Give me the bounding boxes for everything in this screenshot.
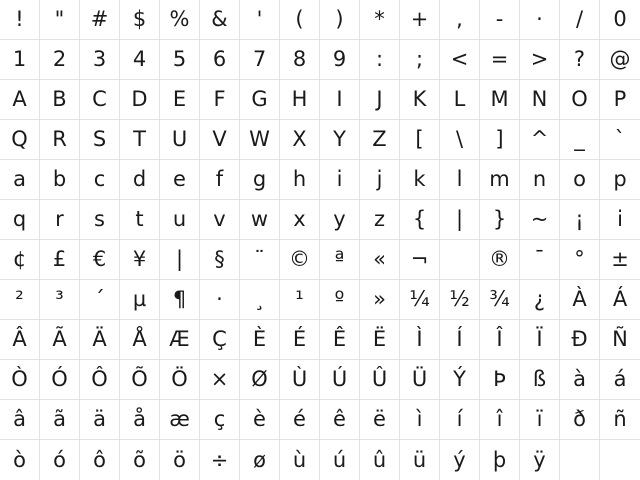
glyph-cell[interactable]: ã	[40, 400, 80, 440]
glyph-cell[interactable]: ·	[200, 280, 240, 320]
glyph-cell[interactable]: i	[320, 160, 360, 200]
glyph-cell[interactable]: ×	[200, 360, 240, 400]
glyph-cell[interactable]: -	[480, 0, 520, 40]
glyph-cell[interactable]: ¹	[280, 280, 320, 320]
glyph-cell[interactable]: 7	[240, 40, 280, 80]
glyph-cell[interactable]: æ	[160, 400, 200, 440]
glyph-cell[interactable]: ]	[480, 120, 520, 160]
glyph-cell[interactable]: m	[480, 160, 520, 200]
glyph-cell[interactable]: '	[240, 0, 280, 40]
glyph-cell[interactable]: T	[120, 120, 160, 160]
glyph-cell[interactable]: ü	[400, 440, 440, 480]
glyph-cell[interactable]: á	[600, 360, 640, 400]
glyph-cell[interactable]: ÿ	[520, 440, 560, 480]
glyph-cell[interactable]: %	[160, 0, 200, 40]
glyph-cell[interactable]: n	[520, 160, 560, 200]
glyph-cell[interactable]: î	[480, 400, 520, 440]
glyph-cell[interactable]: €	[80, 240, 120, 280]
glyph-cell[interactable]: G	[240, 80, 280, 120]
glyph-cell[interactable]: s	[80, 200, 120, 240]
glyph-cell[interactable]: Ñ	[600, 320, 640, 360]
glyph-cell[interactable]: «	[360, 240, 400, 280]
glyph-cell[interactable]: Ú	[320, 360, 360, 400]
glyph-cell[interactable]: K	[400, 80, 440, 120]
glyph-cell[interactable]: x	[280, 200, 320, 240]
glyph-cell[interactable]: o	[560, 160, 600, 200]
glyph-cell[interactable]: ¾	[480, 280, 520, 320]
glyph-cell[interactable]: D	[120, 80, 160, 120]
glyph-cell[interactable]: *	[360, 0, 400, 40]
glyph-cell[interactable]: ¬	[400, 240, 440, 280]
glyph-cell[interactable]: Ö	[160, 360, 200, 400]
glyph-cell[interactable]: l	[440, 160, 480, 200]
glyph-cell[interactable]: V	[200, 120, 240, 160]
glyph-cell[interactable]: Ë	[360, 320, 400, 360]
glyph-cell[interactable]: A	[0, 80, 40, 120]
glyph-cell[interactable]: ª	[320, 240, 360, 280]
glyph-cell[interactable]: Æ	[160, 320, 200, 360]
glyph-cell[interactable]: $	[120, 0, 160, 40]
glyph-cell[interactable]: {	[400, 200, 440, 240]
glyph-cell[interactable]: 2	[40, 40, 80, 80]
glyph-cell[interactable]: Ý	[440, 360, 480, 400]
glyph-cell[interactable]: b	[40, 160, 80, 200]
glyph-cell[interactable]: M	[480, 80, 520, 120]
glyph-cell[interactable]: #	[80, 0, 120, 40]
glyph-cell[interactable]: g	[240, 160, 280, 200]
glyph-cell[interactable]: ì	[400, 400, 440, 440]
glyph-cell[interactable]: a	[0, 160, 40, 200]
glyph-cell[interactable]: µ	[120, 280, 160, 320]
glyph-cell[interactable]: ;	[400, 40, 440, 80]
glyph-cell[interactable]: õ	[120, 440, 160, 480]
glyph-cell[interactable]: v	[200, 200, 240, 240]
glyph-cell[interactable]: "	[40, 0, 80, 40]
glyph-cell[interactable]: Û	[360, 360, 400, 400]
glyph-cell[interactable]: þ	[480, 440, 520, 480]
glyph-cell[interactable]: ~	[520, 200, 560, 240]
glyph-cell[interactable]: ³	[40, 280, 80, 320]
glyph-cell[interactable]: ñ	[600, 400, 640, 440]
glyph-cell[interactable]: r	[40, 200, 80, 240]
glyph-cell[interactable]: 5	[160, 40, 200, 80]
glyph-cell[interactable]: ¥	[120, 240, 160, 280]
glyph-cell[interactable]: ±	[600, 240, 640, 280]
glyph-cell[interactable]: E	[160, 80, 200, 120]
glyph-cell[interactable]: q	[0, 200, 40, 240]
glyph-cell[interactable]: ^	[520, 120, 560, 160]
glyph-cell[interactable]: I	[320, 80, 360, 120]
glyph-cell[interactable]: <	[440, 40, 480, 80]
glyph-cell[interactable]: ò	[0, 440, 40, 480]
glyph-cell[interactable]: j	[360, 160, 400, 200]
glyph-cell[interactable]: Þ	[480, 360, 520, 400]
glyph-cell[interactable]: ß	[520, 360, 560, 400]
glyph-cell[interactable]: Ã	[40, 320, 80, 360]
glyph-cell[interactable]: u	[160, 200, 200, 240]
glyph-cell[interactable]: >	[520, 40, 560, 80]
glyph-cell[interactable]: [	[400, 120, 440, 160]
glyph-cell[interactable]: é	[280, 400, 320, 440]
glyph-cell[interactable]: Ï	[520, 320, 560, 360]
glyph-cell[interactable]: @	[600, 40, 640, 80]
glyph-cell[interactable]: C	[80, 80, 120, 120]
glyph-cell[interactable]: ÷	[200, 440, 240, 480]
glyph-cell[interactable]: U	[160, 120, 200, 160]
glyph-cell[interactable]: ö	[160, 440, 200, 480]
glyph-cell[interactable]: í	[440, 400, 480, 440]
glyph-cell[interactable]: F	[200, 80, 240, 120]
glyph-cell[interactable]: ç	[200, 400, 240, 440]
glyph-cell[interactable]: &	[200, 0, 240, 40]
glyph-cell[interactable]: ê	[320, 400, 360, 440]
glyph-cell[interactable]: Ä	[80, 320, 120, 360]
glyph-cell[interactable]: ¢	[0, 240, 40, 280]
glyph-cell[interactable]: É	[280, 320, 320, 360]
glyph-cell[interactable]: Z	[360, 120, 400, 160]
glyph-cell[interactable]	[560, 440, 600, 480]
glyph-cell[interactable]: i	[600, 200, 640, 240]
glyph-cell[interactable]: Ü	[400, 360, 440, 400]
glyph-cell[interactable]: ½	[440, 280, 480, 320]
glyph-cell[interactable]: c	[80, 160, 120, 200]
glyph-cell[interactable]: °	[560, 240, 600, 280]
glyph-cell[interactable]: ©	[280, 240, 320, 280]
glyph-cell[interactable]: 4	[120, 40, 160, 80]
glyph-cell[interactable]: O	[560, 80, 600, 120]
glyph-cell[interactable]: ´	[80, 280, 120, 320]
glyph-cell[interactable]: \	[440, 120, 480, 160]
glyph-cell[interactable]: ú	[320, 440, 360, 480]
glyph-cell[interactable]: 9	[320, 40, 360, 80]
glyph-cell[interactable]: (	[280, 0, 320, 40]
glyph-cell[interactable]: »	[360, 280, 400, 320]
glyph-cell[interactable]: Ò	[0, 360, 40, 400]
glyph-cell[interactable]: Ð	[560, 320, 600, 360]
glyph-cell[interactable]: p	[600, 160, 640, 200]
glyph-cell[interactable]: 3	[80, 40, 120, 80]
glyph-cell[interactable]: ý	[440, 440, 480, 480]
glyph-cell[interactable]: `	[600, 120, 640, 160]
glyph-cell[interactable]: à	[560, 360, 600, 400]
glyph-cell[interactable]: ó	[40, 440, 80, 480]
glyph-cell[interactable]	[440, 240, 480, 280]
glyph-cell[interactable]	[600, 440, 640, 480]
glyph-cell[interactable]: Á	[600, 280, 640, 320]
glyph-cell[interactable]: }	[480, 200, 520, 240]
glyph-cell[interactable]: ù	[280, 440, 320, 480]
glyph-cell[interactable]: ¯	[520, 240, 560, 280]
glyph-cell[interactable]: Q	[0, 120, 40, 160]
glyph-cell[interactable]: 1	[0, 40, 40, 80]
glyph-cell[interactable]: 6	[200, 40, 240, 80]
glyph-cell[interactable]: N	[520, 80, 560, 120]
glyph-cell[interactable]: Ô	[80, 360, 120, 400]
glyph-cell[interactable]: k	[400, 160, 440, 200]
glyph-cell[interactable]: X	[280, 120, 320, 160]
glyph-cell[interactable]: h	[280, 160, 320, 200]
glyph-cell[interactable]: Ì	[400, 320, 440, 360]
glyph-cell[interactable]: d	[120, 160, 160, 200]
glyph-cell[interactable]: |	[440, 200, 480, 240]
glyph-cell[interactable]: +	[400, 0, 440, 40]
glyph-cell[interactable]: Í	[440, 320, 480, 360]
glyph-cell[interactable]: £	[40, 240, 80, 280]
glyph-cell[interactable]: ä	[80, 400, 120, 440]
glyph-cell[interactable]: ,	[440, 0, 480, 40]
glyph-cell[interactable]: S	[80, 120, 120, 160]
glyph-cell[interactable]: Ê	[320, 320, 360, 360]
glyph-cell[interactable]: ¡	[560, 200, 600, 240]
glyph-cell[interactable]: e	[160, 160, 200, 200]
glyph-cell[interactable]: B	[40, 80, 80, 120]
glyph-cell[interactable]: º	[320, 280, 360, 320]
glyph-cell[interactable]: J	[360, 80, 400, 120]
glyph-cell[interactable]: ¶	[160, 280, 200, 320]
glyph-cell[interactable]: y	[320, 200, 360, 240]
glyph-cell[interactable]: H	[280, 80, 320, 120]
glyph-cell[interactable]: 0	[600, 0, 640, 40]
glyph-cell[interactable]: Ø	[240, 360, 280, 400]
glyph-cell[interactable]: W	[240, 120, 280, 160]
glyph-cell[interactable]: ¿	[520, 280, 560, 320]
glyph-cell[interactable]: Y	[320, 120, 360, 160]
glyph-cell[interactable]: ·	[520, 0, 560, 40]
glyph-cell[interactable]: ï	[520, 400, 560, 440]
glyph-cell[interactable]: 8	[280, 40, 320, 80]
glyph-cell[interactable]: ø	[240, 440, 280, 480]
glyph-cell[interactable]: L	[440, 80, 480, 120]
glyph-cell[interactable]: â	[0, 400, 40, 440]
glyph-cell[interactable]: ²	[0, 280, 40, 320]
glyph-cell[interactable]: è	[240, 400, 280, 440]
glyph-cell[interactable]: ®	[480, 240, 520, 280]
glyph-cell[interactable]: Õ	[120, 360, 160, 400]
glyph-cell[interactable]: å	[120, 400, 160, 440]
glyph-cell[interactable]: ¼	[400, 280, 440, 320]
glyph-cell[interactable]: ¸	[240, 280, 280, 320]
glyph-cell[interactable]: P	[600, 80, 640, 120]
glyph-cell[interactable]: R	[40, 120, 80, 160]
glyph-cell[interactable]: !	[0, 0, 40, 40]
glyph-cell[interactable]: w	[240, 200, 280, 240]
glyph-cell[interactable]: )	[320, 0, 360, 40]
glyph-cell[interactable]: z	[360, 200, 400, 240]
glyph-cell[interactable]: Ó	[40, 360, 80, 400]
glyph-cell[interactable]: Å	[120, 320, 160, 360]
glyph-cell[interactable]: ë	[360, 400, 400, 440]
glyph-cell[interactable]: ð	[560, 400, 600, 440]
glyph-cell[interactable]: :	[360, 40, 400, 80]
glyph-cell[interactable]: À	[560, 280, 600, 320]
glyph-cell[interactable]: Î	[480, 320, 520, 360]
glyph-cell[interactable]: |	[160, 240, 200, 280]
glyph-cell[interactable]: f	[200, 160, 240, 200]
glyph-cell[interactable]: ¨	[240, 240, 280, 280]
glyph-cell[interactable]: §	[200, 240, 240, 280]
glyph-cell[interactable]: ?	[560, 40, 600, 80]
glyph-cell[interactable]: Ç	[200, 320, 240, 360]
glyph-cell[interactable]: È	[240, 320, 280, 360]
glyph-cell[interactable]: /	[560, 0, 600, 40]
glyph-cell[interactable]: ô	[80, 440, 120, 480]
glyph-cell[interactable]: Â	[0, 320, 40, 360]
glyph-cell[interactable]: û	[360, 440, 400, 480]
glyph-cell[interactable]: =	[480, 40, 520, 80]
glyph-cell[interactable]: Ù	[280, 360, 320, 400]
glyph-cell[interactable]: t	[120, 200, 160, 240]
glyph-cell[interactable]: _	[560, 120, 600, 160]
